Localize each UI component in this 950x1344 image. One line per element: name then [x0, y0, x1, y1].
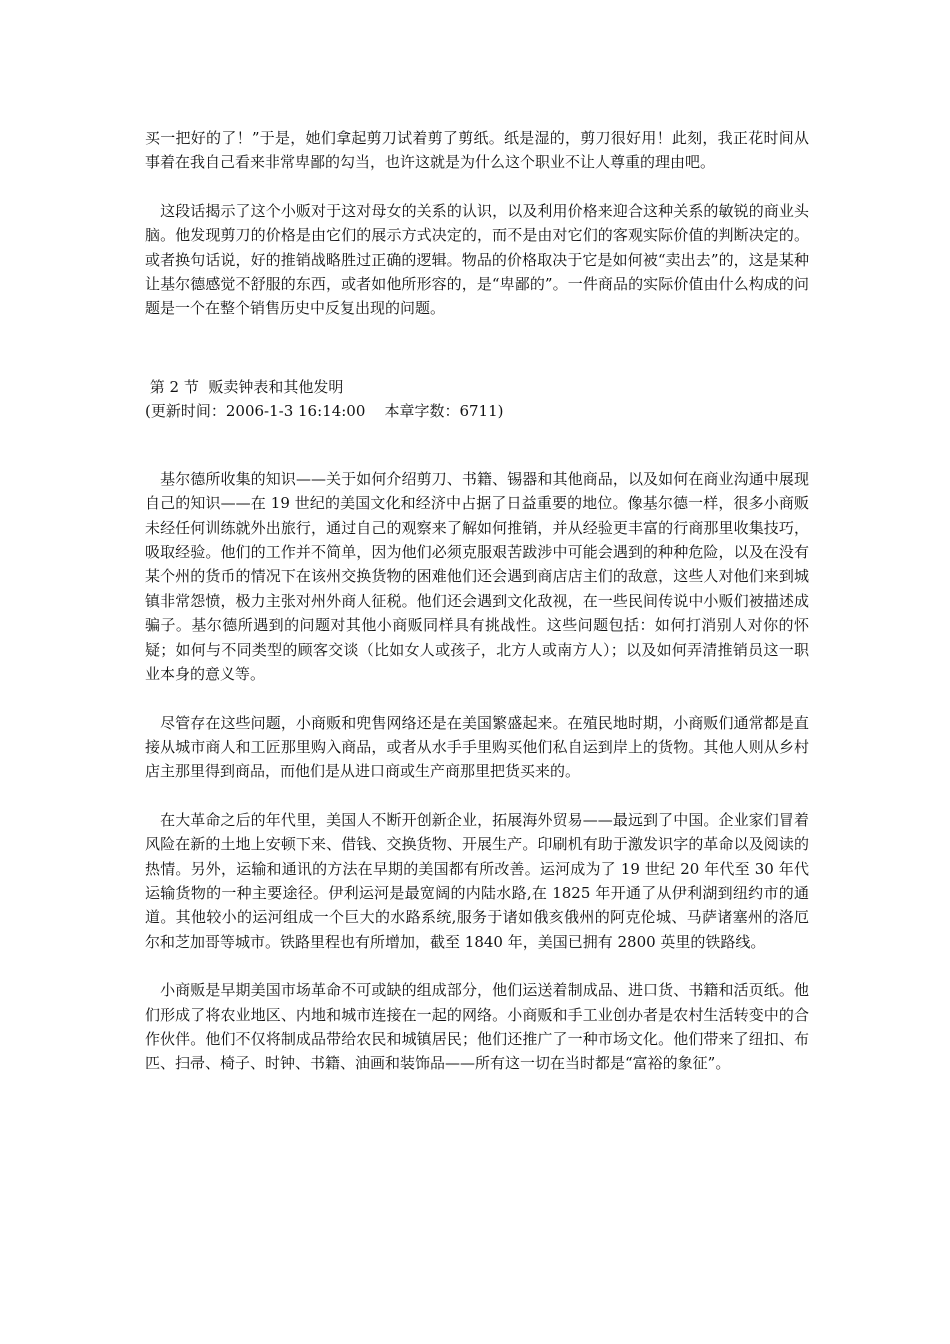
paragraph: 尽管存在这些问题，小商贩和兜售网络还是在美国繁盛起来。在殖民地时期，小商贩们通常都是直接从城市商人和工匠那里购入商品，或者从水手手里购买他们私自运到岸上的货物。其他人则从乡村店主那里得到商品，而他们是从进口商或生产商那里把货买来的。 — [145, 713, 809, 781]
paragraph: 小商贩是早期美国市场革命不可或缺的组成部分，他们运送着制成品、进口货、书籍和活页纸。他们形成了将农业地区、内地和城市连接在一起的网络。小商贩和手工业创办者是农村生活转变中的合作伙伴。他们不仅将制成品带给农民和城镇居民；他们还推广了一种市场文化。他们带来了纽扣、布匹、扫帚、椅子、时钟、书籍、油画和装饰品——所有这一切在当时都是“富裕的象征”。 — [145, 981, 809, 1073]
section-meta: (更新时间：2006-1-3 16:14:00 本章字数：6711) — [145, 401, 504, 420]
paragraph: 基尔德所收集的知识——关于如何介绍剪刀、书籍、锡器和其他商品，以及如何在商业沟通中展现自己的知识——在 19 世纪的美国文化和经济中占据了日益重要的地位。像基尔德一样，很多小商贩未经任何训练就外出旅行，通过自己的观察来了解如何推销，并从经验更丰富的行商那里收集技巧，吸取经验。他们的工作并不简单，因为他们必须克服艰苦跋涉中可能会遇到的种种危险，以及在没有某个州的货币的情况下在该州交换货物的困难他们还会遇到商店店主们的敌意，这些人对他们来到城镇非常怨愤，极力主张对州外商人征税。他们还会遇到文化敌视，在一些民间传说中小贩们被描述成骗子。基尔德所遇到的问题对其他小商贩同样具有挑战性。这些问题包括：如何打消别人对你的怀疑；如何与不同类型的顾客交谈（比如女人或孩子，北方人或南方人）；以及如何弄清推销员这一职业本身的意义等。 — [145, 469, 809, 684]
document-page — [145, 126, 809, 1076]
paragraph: 在大革命之后的年代里，美国人不断开创新企业，拓展海外贸易——最远到了中国。企业家们冒着风险在新的土地上安顿下来、借钱、交换货物、开展生产。印刷机有助于激发识字的革命以及阅读的热情。另外，运输和通讯的方法在早期的美国都有所改善。运河成为了 19 世纪 20 年代至 30 年代运输货物的一种主要途径。伊利运河是最宽阔的内陆水路,在 1825 年开通了从伊利湖到纽约市的通道。其他较小的运河组成一个巨大的水路系统,服务于诸如俄亥俄州的阿克伦城、马萨诸塞州的洛厄尔和芝加哥等城市。铁路里程也有所增加，截至 1840 年，美国已拥有 2800 英里的铁路线。 — [145, 810, 809, 951]
paragraph: 买一把好的了！”于是，她们拿起剪刀试着剪了剪纸。纸是湿的，剪刀很好用！此刻，我正花时间从事着在我自己看来非常卑鄙的勾当，也许这就是为什么这个职业不让人尊重的理由吧。 — [145, 129, 809, 172]
section-title: 第 2 节 贩卖钟表和其他发明 — [145, 377, 344, 396]
section-heading — [145, 375, 809, 423]
paragraph: 这段话揭示了这个小贩对于这对母女的关系的认识，以及利用价格来迎合这种关系的敏锐的商业头脑。他发现剪刀的价格是由它们的展示方式决定的，而不是由对它们的客观实际价值的判断决定的。或者换句话说，好的推销战略胜过正确的逻辑。物品的价格取决于它是如何被“卖出去”的，这是某种让基尔德感觉不舒服的东西，或者如他所形容的，是“卑鄙的”。一件商品的实际价值由什么构成的问题是一个在整个销售历史中反复出现的问题。 — [145, 201, 809, 318]
